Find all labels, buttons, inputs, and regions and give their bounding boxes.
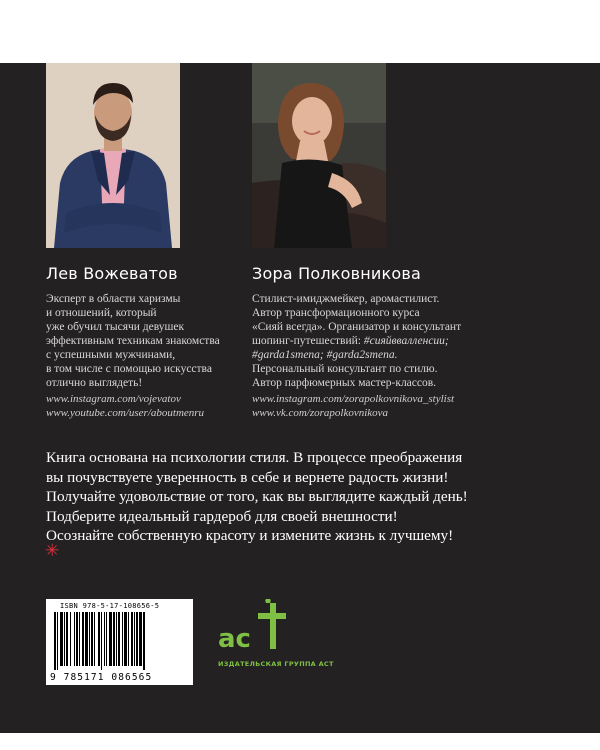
bio-line: отлично выглядеть! (46, 377, 143, 389)
instagram-link[interactable]: www.instagram.com/zorapolkovnikova_stylist (252, 393, 455, 405)
barcode-bar (98, 612, 100, 666)
barcode-bar (82, 612, 84, 666)
bio-line: Персональный консультант по стилю. (252, 363, 438, 375)
barcode-bar (94, 612, 95, 666)
back-cover (0, 63, 600, 733)
author-links-left (46, 392, 204, 420)
barcode-bar (64, 612, 65, 666)
bio-text: шопинг-путешествий: (252, 335, 364, 347)
barcode-bar (131, 612, 133, 666)
instagram-link[interactable]: www.instagram.com/vojevatov (46, 393, 181, 405)
bio-line: Эксперт в области харизмы (46, 293, 181, 305)
author-name-right: Зора Полковникова (252, 264, 421, 283)
bio-line: и отношений, который (46, 307, 157, 319)
barcode-bar (57, 612, 58, 670)
barcode-bar (104, 612, 105, 666)
barcode-bar (89, 612, 90, 666)
youtube-link[interactable]: www.youtube.com/user/aboutmenru (46, 407, 205, 419)
barcode-bar (66, 612, 68, 666)
barcode-bar (136, 612, 138, 666)
asterisk-icon: ✳ (45, 541, 60, 561)
barcode-bar (116, 612, 117, 666)
barcode-bar (106, 612, 107, 666)
barcode-bars (52, 612, 187, 670)
bio-line: Стилист-имиджмейкер, аромастилист. (252, 293, 440, 305)
blurb-line: Книга основана на психологии стиля. В процессе преображения (46, 449, 463, 466)
barcode-bar (60, 612, 63, 666)
blurb-line: вы почувствуете уверенность в себе и вернете радость жизни! (46, 468, 449, 486)
barcode-bar (134, 612, 135, 666)
bio-line: «Сияй всегда». Организатор и консультант (252, 321, 462, 333)
barcode-bar (91, 612, 93, 666)
barcode-bar (76, 612, 78, 666)
barcode-bar (85, 612, 88, 666)
publisher-logo (214, 599, 334, 668)
barcode-bar (124, 612, 127, 666)
blurb-line: Получайте удовольствие от того, как вы выглядите каждый день! (46, 488, 468, 505)
barcode-bar (122, 612, 123, 666)
bio-line: Автор трансформационного курса (252, 307, 420, 319)
author-photo-polkovnikova (252, 63, 386, 248)
hashtag: #garda1smena; #garda2smena. (252, 349, 398, 361)
isbn-text: ISBN 978-5-17-108656-5 (60, 602, 160, 610)
bio-line (252, 334, 512, 348)
author-photo-vozhevatov (46, 63, 180, 248)
logo-lettering: ас (218, 624, 251, 654)
blurb-line: Подберите идеальный гардероб для своей внешности! (46, 507, 398, 525)
barcode-digits: 9 785171 086565 (50, 672, 153, 683)
bio-line: Автор парфюмерных мастер-классов. (252, 377, 437, 389)
bio-hashtags (252, 348, 512, 362)
hashtag: #сияйввалленсии; (363, 335, 449, 347)
barcode-bar (118, 612, 120, 666)
publisher-label: ИЗДАТЕЛЬСКАЯ ГРУППА АСТ (218, 660, 334, 668)
ast-logo-icon (214, 599, 294, 659)
author-bio-right (252, 292, 512, 390)
vk-link[interactable]: www.vk.com/zorapolkovnikova (252, 407, 389, 419)
barcode-bar (70, 612, 71, 666)
book-blurb (46, 448, 566, 546)
isbn-barcode (46, 599, 193, 685)
bio-line: с успешными мужчинами, (46, 349, 176, 361)
author-name-left: Лев Вожеватов (46, 264, 178, 283)
barcode-bar (74, 612, 75, 666)
bio-line: в том числе с помощью искусства (46, 363, 212, 375)
bio-line: эффективным техникам знакомства (46, 335, 220, 347)
barcode-bar (113, 612, 115, 666)
barcode-bar (109, 612, 112, 666)
author-bio-left (46, 292, 246, 390)
author-links-right (252, 392, 454, 420)
barcode-bar (128, 612, 129, 666)
barcode-bar (101, 612, 102, 670)
barcode-bar (143, 612, 145, 670)
barcode-bar (139, 612, 142, 666)
blurb-line: Осознайте собственную красоту и измените жизнь к лучшему! (46, 527, 454, 544)
barcode-bar (54, 612, 56, 670)
bio-line: уже обучил тысячи девушек (46, 321, 185, 333)
barcode-bar (79, 612, 80, 666)
